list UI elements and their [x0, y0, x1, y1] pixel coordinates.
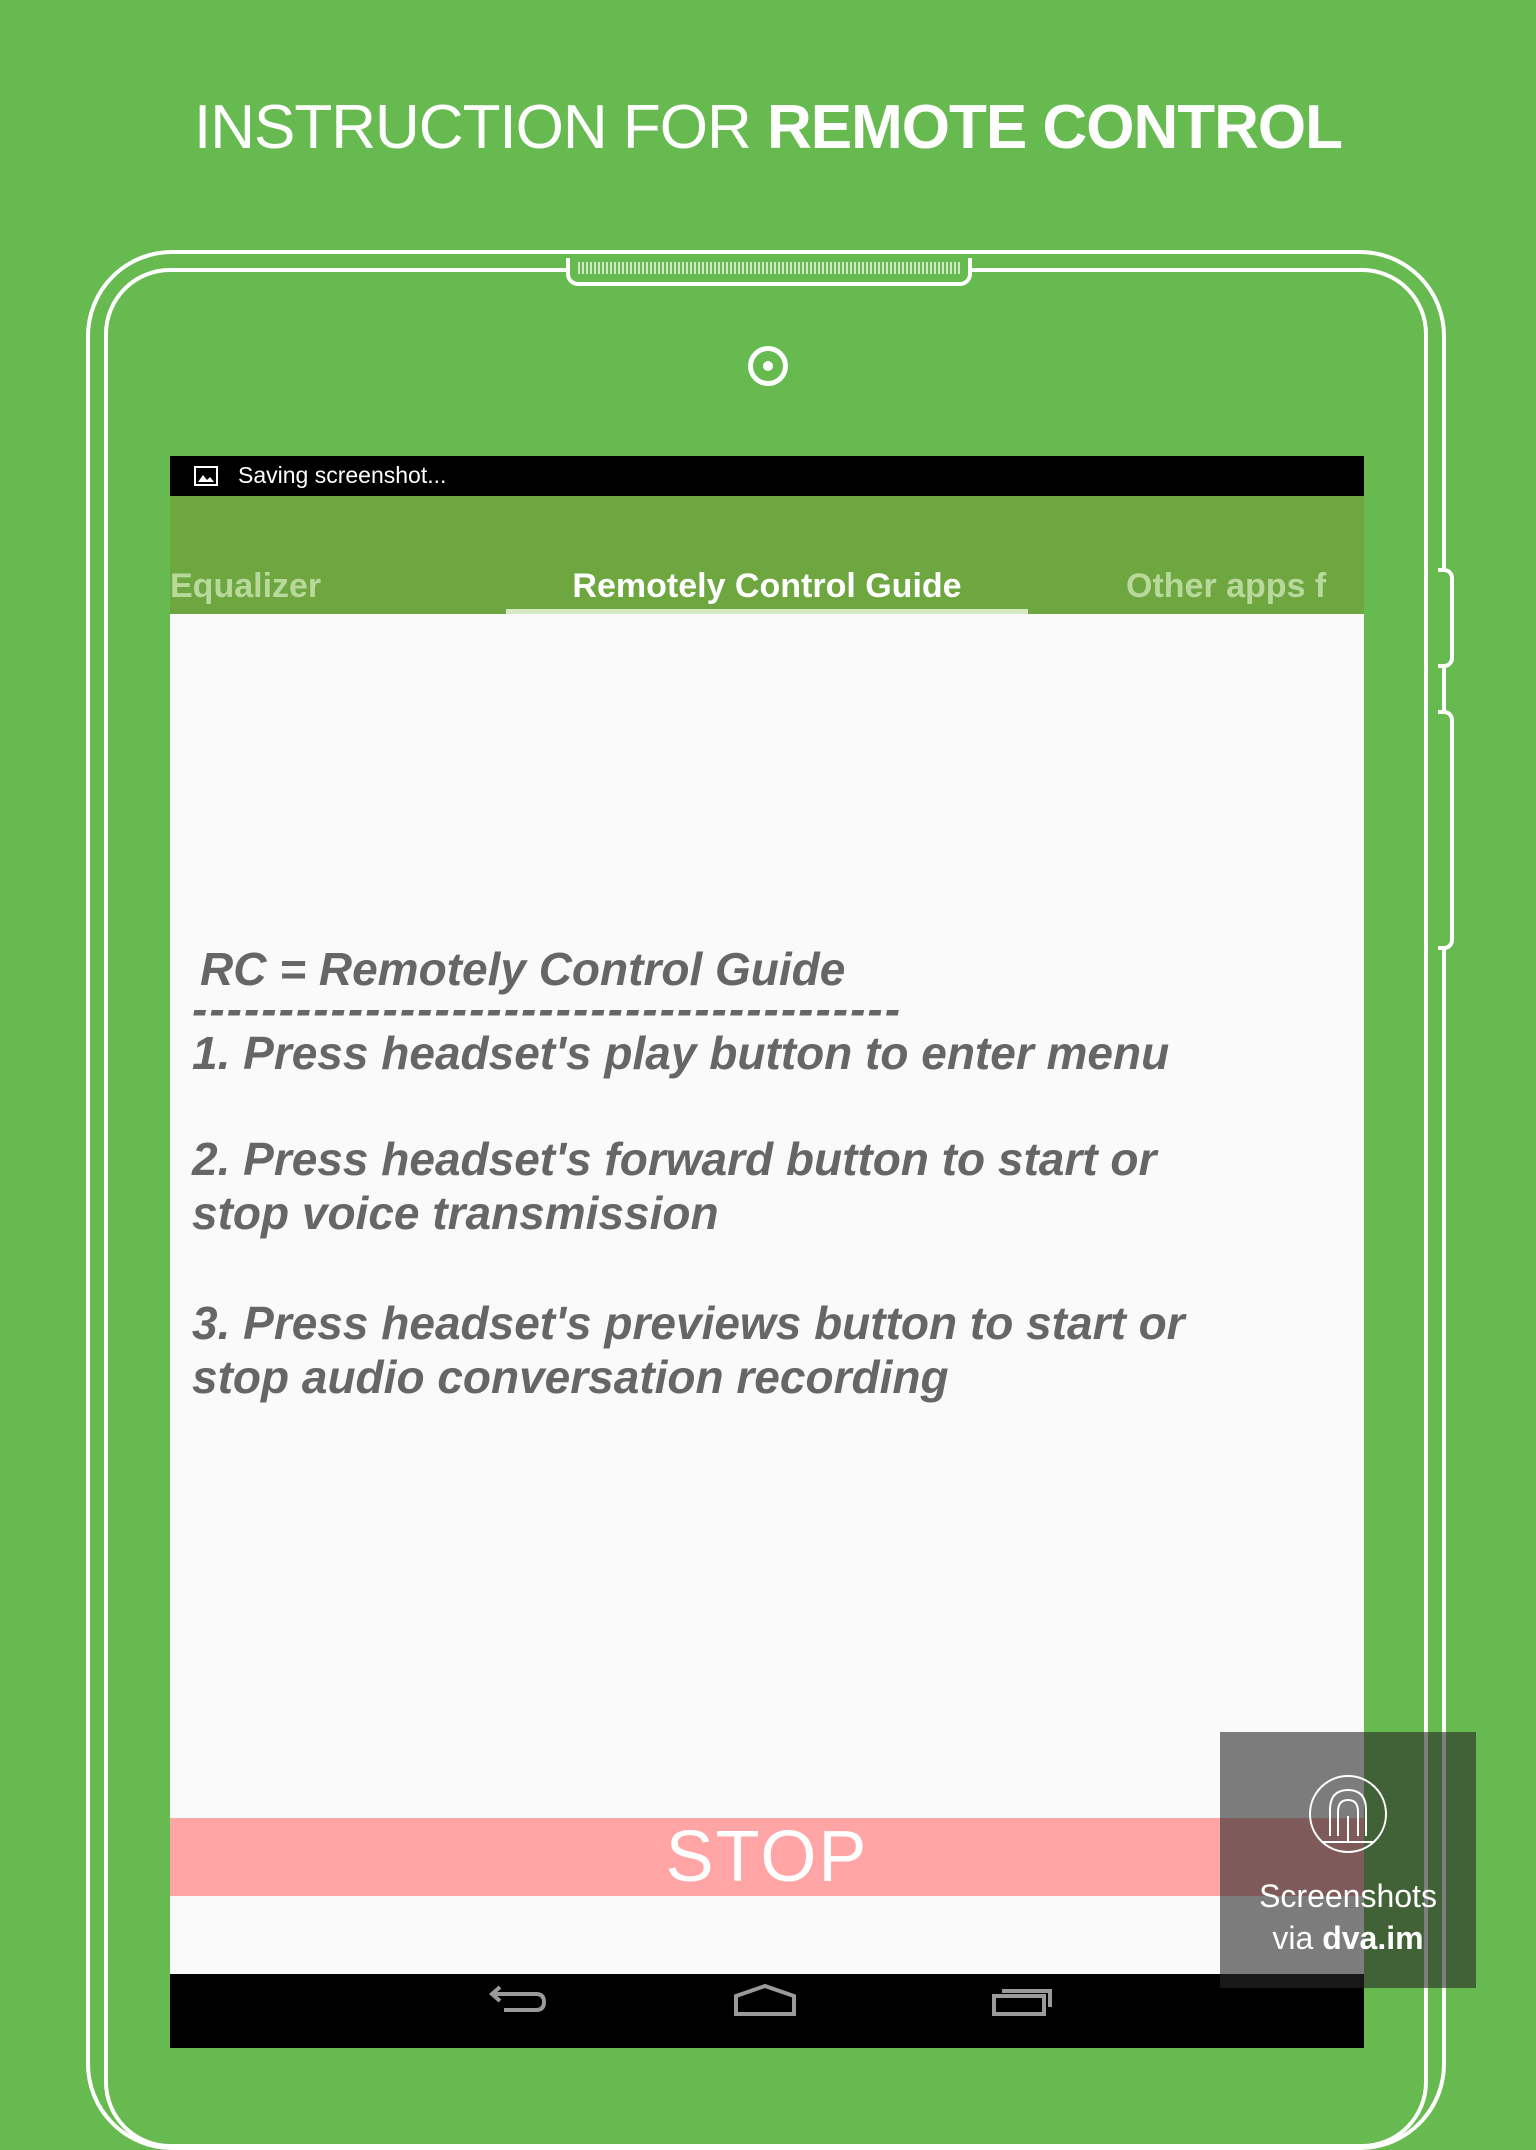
status-notification: Saving screenshot... [238, 462, 447, 488]
tab-equalizer[interactable] [170, 566, 370, 614]
headline-light: INSTRUCTION FOR [194, 93, 767, 162]
recent-apps-icon[interactable] [988, 1982, 1058, 2022]
guide-step-1-text: 1. Press headset's play button to enter menu [192, 1027, 1170, 1079]
guide-title: RC = Remotely Control Guide [200, 943, 846, 995]
headline-bold: REMOTE CONTROL [767, 93, 1342, 162]
app-screen [170, 456, 1364, 2048]
navigation-bar [170, 1974, 1364, 2048]
guide-step-2-line-2: stop voice transmission [192, 1187, 719, 1239]
guide-step-3-line-1: 3. Press headset's previews button to start or [192, 1297, 1185, 1349]
home-icon[interactable] [730, 1982, 800, 2022]
image-icon [194, 466, 218, 486]
guide-step-2 [192, 1132, 1156, 1240]
tab-remotely-control-guide[interactable] [506, 566, 1028, 614]
tab-other-apps[interactable] [1126, 566, 1364, 614]
guide-separator: ----------------------------------------- [192, 983, 903, 1035]
tab-label: Remotely Control Guide [572, 567, 962, 605]
tab-label: Equalizer [170, 567, 322, 605]
stop-button[interactable]: STOP [170, 1818, 1364, 1896]
power-button [1438, 568, 1454, 668]
tab-selected-indicator [506, 609, 1028, 614]
guide-step-3-line-2: stop audio conversation recording [192, 1351, 949, 1403]
watermark-prefix: via [1272, 1920, 1323, 1956]
back-icon[interactable] [480, 1982, 550, 2022]
speaker-grill [578, 262, 960, 274]
tab-bar [170, 566, 1364, 614]
status-bar [170, 456, 1364, 496]
guide-step-2-line-1: 2. Press headset's forward button to start or [192, 1133, 1157, 1185]
page-headline [0, 92, 1536, 163]
dva-watermark [1220, 1732, 1476, 1988]
dva-logo-icon [1306, 1772, 1390, 1856]
guide-step-1 [192, 1026, 1169, 1080]
watermark-domain: dva.im [1322, 1920, 1424, 1956]
watermark-line-1: Screenshots [1259, 1878, 1437, 1914]
guide-step-3 [192, 1296, 1185, 1404]
camera-icon [748, 346, 788, 386]
tab-label: Other apps f [1126, 567, 1327, 605]
action-bar [170, 496, 1364, 566]
watermark-line-2 [1220, 1920, 1476, 1957]
volume-button [1438, 710, 1454, 950]
